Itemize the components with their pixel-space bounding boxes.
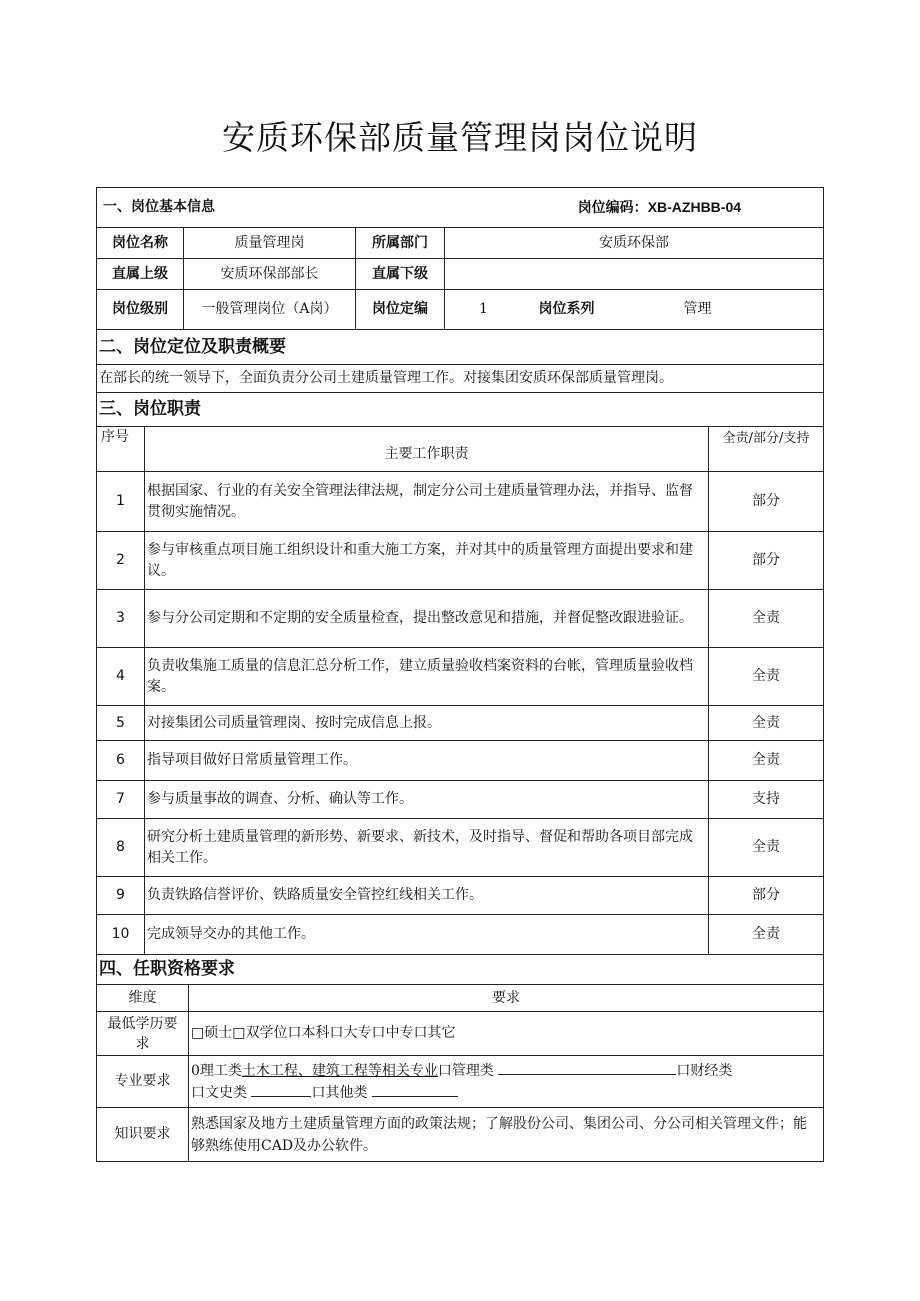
level-label: 岗位级别 [97, 290, 184, 330]
duties-table [96, 426, 824, 955]
duty-scope: 全责 [709, 915, 824, 955]
major-literature: 口文史类 [191, 1084, 247, 1101]
duty-scope: 部分 [709, 532, 824, 590]
major-value [189, 1056, 824, 1108]
duty-scope: 全责 [709, 648, 824, 706]
duty-number: 5 [97, 706, 145, 741]
series-label: 岗位系列 [535, 290, 630, 330]
edu-value: □硕士□双学位口本科口大专口中专口其它 [189, 1012, 824, 1056]
duty-text: 研究分析土建质量管理的新形势、新要求、新技术，及时指导、督促和帮助各项目部完成相关工作。 [145, 819, 709, 877]
col-req-header: 要求 [189, 985, 824, 1012]
duty-number: 10 [97, 915, 145, 955]
col-scope-header: 全责/部分/支持 [709, 427, 824, 472]
duty-number: 4 [97, 648, 145, 706]
basic-info-table [96, 187, 824, 427]
major-management-blank [498, 1060, 676, 1075]
post-name-value: 质量管理岗 [184, 228, 356, 259]
col-dim-header: 维度 [97, 985, 189, 1012]
duty-text: 参与审核重点项目施工组织设计和重大施工方案，并对其中的质量管理方面提出要求和建议。 [145, 532, 709, 590]
section1-heading: 一、岗位基本信息 [103, 198, 215, 215]
subordinate-label: 直属下级 [356, 259, 445, 290]
duty-row [97, 706, 824, 741]
major-other: 口其他类 [311, 1084, 368, 1101]
duty-rows [97, 472, 824, 955]
duty-text: 完成领导交办的其他工作。 [145, 915, 709, 955]
duty-text: 根据国家、行业的有关安全管理法律法规，制定分公司土建质量管理办法，并指导、监督贯彻实施情况。 [145, 472, 709, 532]
post-code-value: XB-AZHBB-04 [647, 198, 742, 215]
duty-row [97, 781, 824, 819]
knowledge-value: 熟悉国家及地方土建质量管理方面的政策法规；了解股份公司、集团公司、分公司相关管理文件；能够熟练使用CAD及办公软件。 [189, 1108, 824, 1162]
duty-scope: 全责 [709, 819, 824, 877]
duty-number: 6 [97, 741, 145, 781]
duty-scope: 全责 [709, 706, 824, 741]
major-line-2 [191, 1082, 819, 1104]
superior-value: 安质环保部部长 [184, 259, 356, 290]
duty-number: 2 [97, 532, 145, 590]
duty-row [97, 819, 824, 877]
duty-scope: 部分 [709, 877, 824, 915]
major-finance: 口财经类 [676, 1062, 733, 1079]
col-duty-header: 主要工作职责 [145, 427, 709, 472]
duty-text: 参与分公司定期和不定期的安全质量检查，提出整改意见和措施，并督促整改跟进验证。 [145, 590, 709, 648]
duty-text: 指导项目做好日常质量管理工作。 [145, 741, 709, 781]
duty-scope: 部分 [709, 472, 824, 532]
duty-row [97, 877, 824, 915]
major-other-blank [372, 1082, 458, 1097]
duty-scope: 支持 [709, 781, 824, 819]
section2-heading: 二、岗位定位及职责概要 [97, 330, 824, 365]
duty-number: 8 [97, 819, 145, 877]
dept-value: 安质环保部 [445, 228, 824, 259]
major-label: 专业要求 [97, 1056, 189, 1108]
qualification-table [96, 954, 824, 1162]
col-no-header: 序号 [97, 427, 145, 472]
knowledge-label: 知识要求 [97, 1108, 189, 1162]
major-literature-blank [251, 1082, 311, 1097]
major-line-1 [191, 1060, 819, 1082]
section3-heading: 三、岗位职责 [97, 393, 824, 427]
section1-header-row [97, 188, 824, 228]
duty-scope: 全责 [709, 590, 824, 648]
section2-text: 在部长的统一领导下，全面负责分公司土建质量管理工作。对接集团安质环保部质量管理岗。 [97, 365, 824, 393]
post-name-label: 岗位名称 [97, 228, 184, 259]
duty-scope: 全责 [709, 741, 824, 781]
duty-text: 对接集团公司质量管理岗、按时完成信息上报。 [145, 706, 709, 741]
duty-text: 负责收集施工质量的信息汇总分析工作，建立质量验收档案资料的台帐，管理质量验收档案。 [145, 648, 709, 706]
section4-heading: 四、任职资格要求 [97, 955, 824, 985]
page-title: 安质环保部质量管理岗岗位说明 [222, 118, 698, 157]
quota-label: 岗位定编 [356, 290, 445, 330]
duty-number: 7 [97, 781, 145, 819]
quota-value: 1 [445, 290, 535, 330]
edu-label: 最低学历要求 [97, 1012, 189, 1056]
series-value: 管理 [630, 290, 824, 330]
duty-row [97, 532, 824, 590]
duty-number: 3 [97, 590, 145, 648]
duty-text: 负责铁路信誉评价、铁路质量安全管控红线相关工作。 [145, 877, 709, 915]
level-value: 一般管理岗位（A岗） [184, 290, 356, 330]
superior-label: 直属上级 [97, 259, 184, 290]
duty-text: 参与质量事故的调查、分析、确认等工作。 [145, 781, 709, 819]
duty-row [97, 741, 824, 781]
duty-number: 9 [97, 877, 145, 915]
duty-row [97, 590, 824, 648]
major-management: 口管理类 [437, 1062, 494, 1079]
duty-number: 1 [97, 472, 145, 532]
job-description-form [96, 187, 823, 1162]
duty-row [97, 915, 824, 955]
duty-row [97, 648, 824, 706]
major-science-detail: 土木工程、建筑工程等相关专业 [241, 1062, 438, 1079]
post-code [578, 198, 741, 218]
subordinate-value [445, 259, 824, 290]
duty-row [97, 472, 824, 532]
major-science: 0理工类 [191, 1062, 242, 1079]
post-code-label: 岗位编码： [577, 199, 648, 216]
dept-label: 所属部门 [356, 228, 445, 259]
